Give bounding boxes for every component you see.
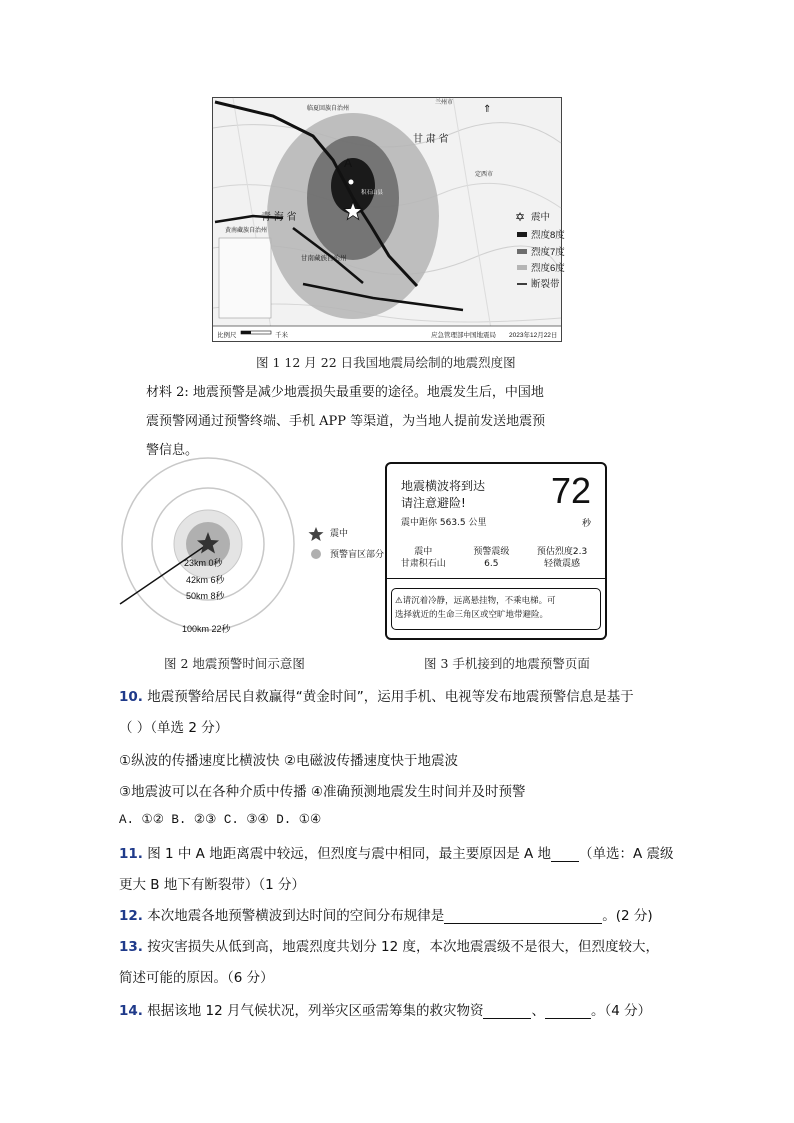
legend-swatch-8 (517, 232, 527, 237)
q10-number: 10. (119, 689, 143, 705)
intensity-map-svg (213, 98, 565, 341)
alert-headline-2: 请注意避险! (401, 496, 466, 510)
legend-epicenter-icon (309, 527, 324, 541)
legend-blind-zone-icon (311, 549, 321, 559)
countdown-unit: 秒 (581, 519, 591, 529)
q13-line1: 13. 按灾害损失从低到高，地震烈度共划分 12 度，本次地震震级不是很大，但烈度较大， (119, 939, 659, 955)
fig1-caption: 图 1 12 月 22 日我国地震局绘制的地震烈度图 (256, 355, 516, 370)
map-label-gannan: 甘南藏族自治州 (301, 255, 347, 262)
ring-label-50: 50km 8秒 (186, 591, 225, 601)
map-label-linxia: 临夏回族自治州 (307, 106, 350, 112)
q11-line1: 11. 图 1 中 A 地距离震中较远，但烈度与震中相同，最主要原因是 A 地 （单选：A 震级 (119, 846, 674, 862)
phone-alert-screen (385, 462, 607, 640)
map-label-jishishan: 积石山县 (361, 190, 384, 196)
distance-text: 震中距你 563.5 公里 (401, 518, 487, 528)
legend-swatch-6 (517, 265, 527, 270)
q10-line1: 10. 地震预警给居民自救赢得“黄金时间”，运用手机、电视等发布地震预警信息是基于 (119, 689, 634, 705)
q14-number: 14. (119, 1003, 143, 1019)
q14-answer-blank-2[interactable] (545, 1004, 591, 1019)
tip-line-1: 请沉着冷静，远离悬挂物，不乘电梯。可 (402, 596, 556, 606)
map-label-lanzhou: 兰州市 (435, 100, 454, 106)
legend-intensity-6: 烈度6度 (531, 263, 565, 274)
q14-line: 14. 根据该地 12 月气候状况，列举灾区亟需筹集的救灾物资 、 。（4 分） (119, 1003, 652, 1019)
intensity-map (212, 97, 565, 342)
q10-options-1: ①纵波的传播速度比横波快 ②电磁波传播速度快于地震波 (119, 753, 458, 769)
fig2-legend-blind: 预警盲区部分 (330, 549, 385, 559)
q12-answer-blank[interactable] (444, 909, 602, 924)
stat-epicenter: 震中 甘肃积石山 (400, 547, 446, 569)
ring-label-42: 42km 6秒 (186, 575, 225, 585)
legend-intensity-7: 烈度7度 (531, 247, 565, 258)
q13-number: 13. (119, 939, 143, 955)
map-label-huangnan: 黄南藏族自治州 (225, 228, 268, 234)
material2-text: 材料 2: 地震预警是减少地震损失最重要的途径。地震发生后，中国地震预警网通过预警终端、手机 APP 等渠道，为当地人提前发送地震预警信息。 (146, 385, 546, 458)
q13-line2: 简述可能的原因。（6 分） (119, 970, 274, 986)
countdown-value: 72 (550, 470, 591, 511)
map-label-dingxi: 定西市 (475, 172, 494, 178)
legend-fault: 断裂带 (531, 279, 560, 290)
stat-magnitude: 预警震级 6.5 (473, 547, 510, 569)
q12-number: 12. (119, 908, 143, 924)
q10-options-2: ③地震波可以在各种介质中传播 ④准确预测地震发生时间并及时预警 (119, 784, 526, 800)
q10-choices[interactable]: A. ①② B. ②③ C. ③④ D. ①④ (119, 813, 322, 827)
map-label-gansu: 甘 肃 省 (413, 134, 449, 145)
ring-label-100: 100km 22秒 (182, 624, 231, 634)
q14-answer-blank-1[interactable] (483, 1004, 531, 1019)
warning-time-svg (118, 466, 390, 638)
alert-stats (387, 546, 601, 570)
q11-line2: 更大 B 地下有断裂带）（1 分） (119, 877, 305, 893)
fig2-legend-epicenter: 震中 (330, 528, 349, 538)
tip-line-2: 选择就近的生命三角区或空旷地带避险。 (395, 610, 549, 620)
fig2-caption: 图 2 地震预警时间示意图 (164, 656, 305, 671)
legend-intensity-8: 烈度8度 (531, 230, 565, 241)
map-label-qinghai: 青 海 省 (261, 212, 297, 223)
warning-time-diagram (118, 466, 390, 638)
alert-divider (387, 578, 605, 579)
q12-line: 12. 本次地震各地预警横波到达时间的空间分布规律是 。(2 分) (119, 908, 653, 924)
alert-headline-1: 地震横波将到达 (401, 479, 486, 493)
north-arrow-icon: ⇑ (483, 104, 492, 115)
legend-star-icon: ✡ (515, 210, 526, 224)
map-date: 2023年12月22日 (509, 332, 558, 339)
fig3-caption: 图 3 手机接到的地震预警页面 (424, 656, 590, 671)
stat-intensity: 预估烈度2.3 轻微震感 (536, 547, 588, 569)
legend-swatch-7 (517, 249, 527, 254)
ring-label-23: 23km 0秒 (184, 558, 223, 568)
map-source: 应急管理部中国地震局 (431, 332, 496, 339)
legend-epicenter: 震中 (531, 212, 551, 223)
scale-unit: 千米 (275, 332, 288, 339)
q11-number: 11. (119, 846, 143, 862)
q10-line2: （ ）（单选 2 分） (119, 720, 229, 736)
q11-answer-blank[interactable] (551, 847, 579, 862)
scale-label: 比例尺 (217, 332, 237, 339)
map-label-a: A (344, 156, 353, 170)
warning-icon: ⚠ (395, 596, 403, 606)
safety-tip-box (391, 588, 601, 630)
